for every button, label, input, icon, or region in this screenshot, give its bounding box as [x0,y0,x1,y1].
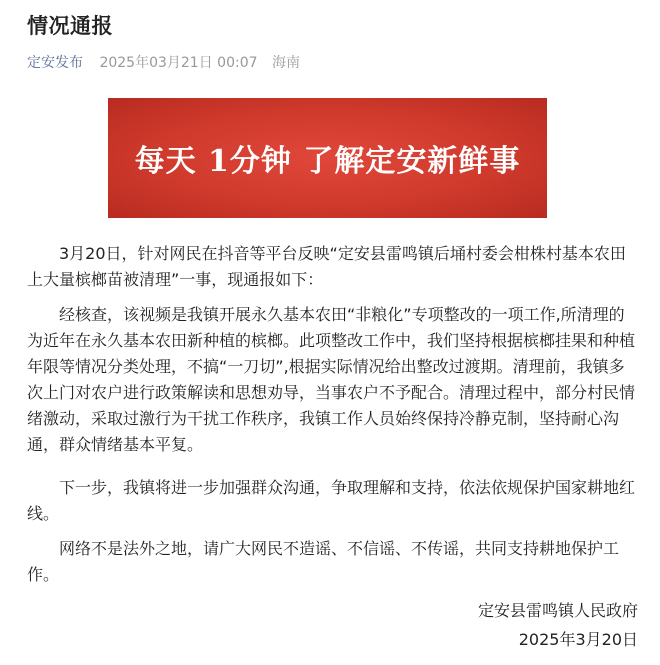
account-link[interactable]: 定安发布 [27,55,83,71]
paragraph-appeal: 网络不是法外之地，请广大网民不造谣、不信谣、不传谣，共同支持耕地保护工作。 [27,539,620,584]
paragraph-next-steps: 下一步，我镇将进一步加强群众沟通，争取理解和支持，依法依规保护国家耕地红线。 [27,478,636,523]
article-meta [27,52,300,72]
signature-date: 2025年3月20日 [518,630,638,649]
banner-image [108,98,547,218]
publish-date: 2025年03月21日 00:07 [99,55,258,71]
banner-text: 每天 1分钟 了解定安新鲜事 [134,144,521,179]
paragraph-findings: 经核查，该视频是我镇开展永久基本农田“非粮化”专项整改的一项工作,所清理的为近年在永久基本农田新种植的槟榔。此项整改工作中，我们坚持根据槟榔挂果和种植年限等情况分类处理，不搞“一刀切”,根据实际情况给出整改过渡期。清理前，我镇多次上门对农户进行政策解读和思想劝导，当事农户不予配合。清理过程中，部分村民情绪激动，采取过激行为干扰工作秩序，我镇工作人员始终保持冷静克制，坚持耐心沟通，群众情绪基本平复。 [27,305,636,454]
article-title: 情况通报 [27,14,113,38]
paragraph-intro: 3月20日，针对网民在抖音等平台反映“定安县雷鸣镇后埇村委会柑株村基本农田上大量槟榔苗被清理”一事，现通报如下： [27,244,626,289]
signature-organization: 定安县雷鸣镇人民政府 [477,601,638,620]
publish-location: 海南 [271,55,300,71]
